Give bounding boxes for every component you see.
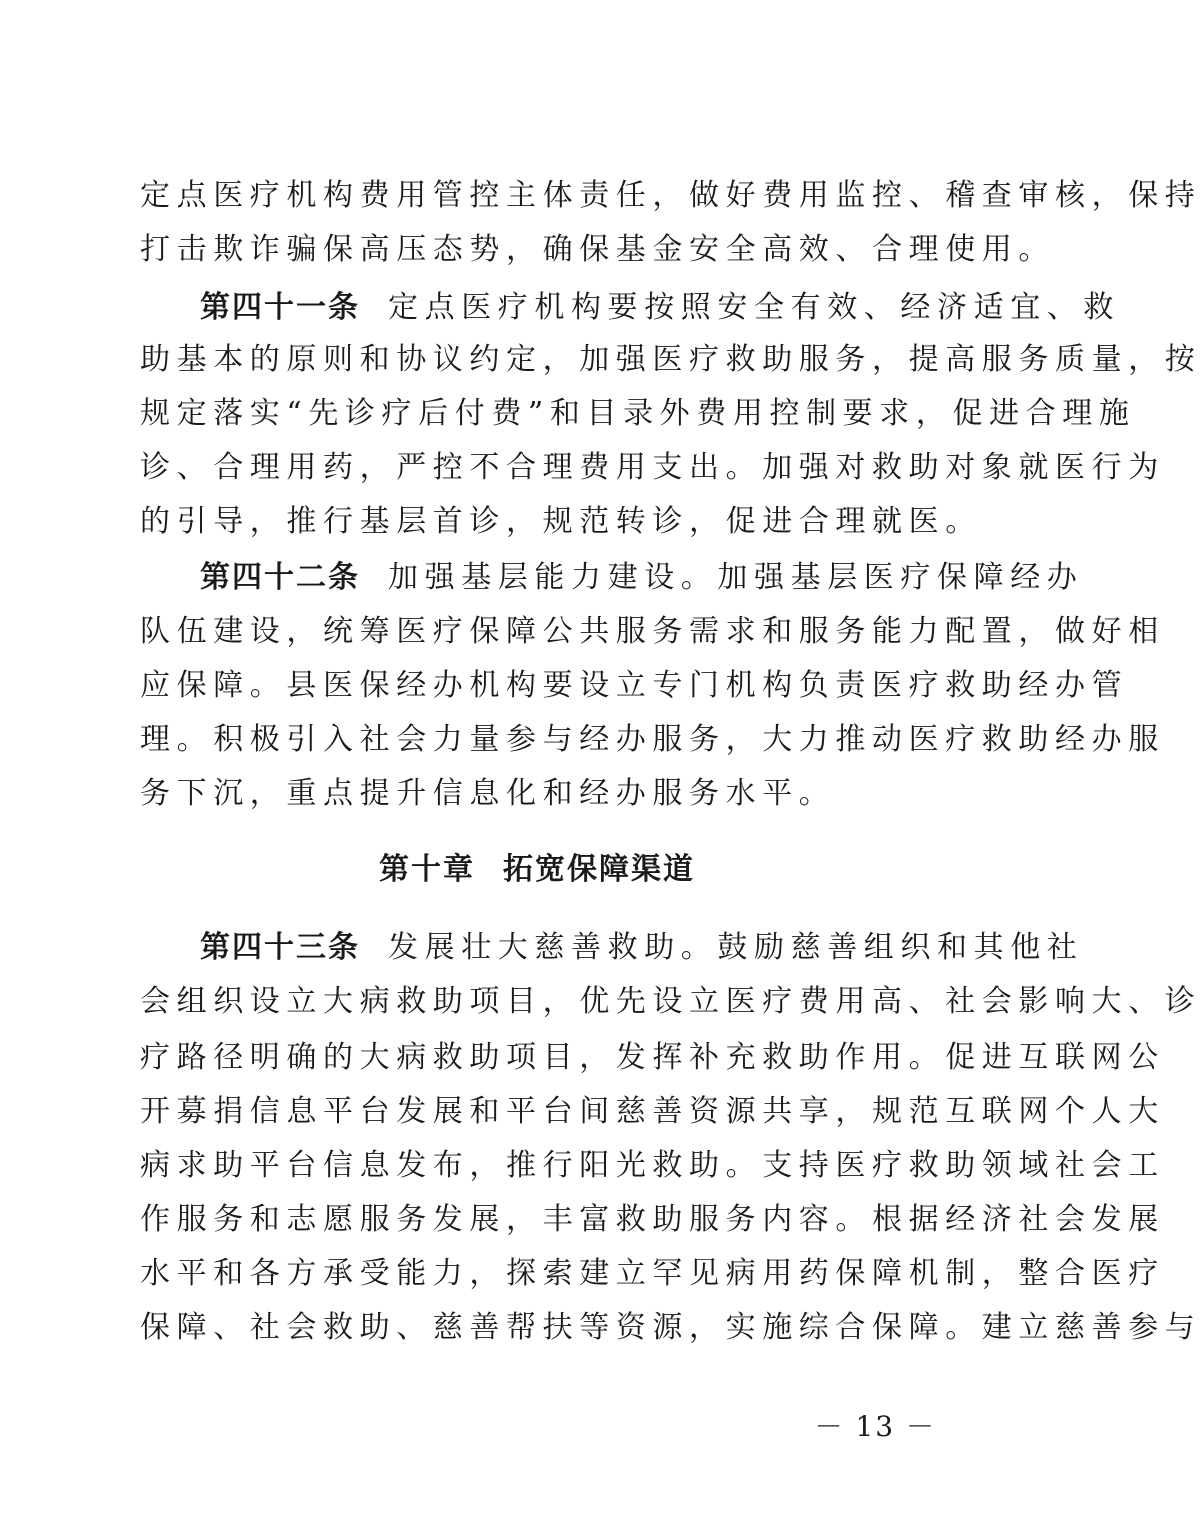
text-segment: 加强基层能力建设。加强基层医疗保障经办 — [388, 560, 1084, 595]
text-line: 疗路径明确的大病救助项目，发挥补充救助作用。促进互联网公 — [140, 1040, 1165, 1075]
text-line: 应保障。县医保经办机构要设立专门机构负责医疗救助经办管 — [140, 668, 1129, 703]
text-line: 打击欺诈骗保高压态势，确保基金安全高效、合理使用。 — [140, 232, 1055, 267]
text-line: 务下沉，重点提升信息化和经办服务水平。 — [140, 776, 836, 811]
text-line: 水平和各方承受能力，探索建立罕见病用药保障机制，整合医疗 — [140, 1256, 1165, 1291]
article-heading: 第四十三条 — [200, 930, 360, 965]
text-segment: 定点医疗机构要按照安全有效、经济适宜、救 — [388, 290, 1120, 325]
text-line: 定点医疗机构费用管控主体责任，做好费用监控、稽查审核，保持 — [140, 178, 1201, 213]
chapter-title: 拓宽保障渠道 — [503, 852, 695, 887]
text-line: 作服务和志愿服务发展，丰富救助服务内容。根据经济社会发展 — [140, 1202, 1165, 1237]
text-line: 队伍建设，统筹医疗保障公共服务需求和服务能力配置，做好相 — [140, 614, 1165, 649]
text-line: 病求助平台信息发布，推行阳光救助。支持医疗救助领域社会工 — [140, 1148, 1165, 1183]
article-heading: 第四十一条 — [200, 290, 360, 325]
chapter-heading — [0, 852, 1074, 888]
text-segment: 发展壮大慈善救助。鼓励慈善组织和其他社 — [388, 930, 1084, 965]
text-line: 开募捐信息平台发展和平台间慈善资源共享，规范互联网个人大 — [140, 1094, 1165, 1129]
text-line: 规定落实“先诊疗后付费”和目录外费用控制要求，促进合理施 — [140, 396, 1136, 431]
text-line: 助基本的原则和协议约定，加强医疗救助服务，提高服务质量，按 — [140, 342, 1201, 377]
chapter-number: 第十章 — [379, 852, 475, 887]
article-41-first-line — [200, 290, 1120, 326]
page-number: － 13 － — [814, 1410, 936, 1443]
text-line: 诊、合理用药，严控不合理费用支出。加强对救助对象就医行为 — [140, 450, 1165, 485]
text-line: 会组织设立大病救助项目，优先设立医疗费用高、社会影响大、诊 — [140, 984, 1201, 1019]
article-heading: 第四十二条 — [200, 560, 360, 595]
text-line: 的引导，推行基层首诊，规范转诊，促进合理就医。 — [140, 504, 982, 539]
article-43-first-line — [200, 930, 1084, 966]
text-line: 理。积极引入社会力量参与经办服务，大力推动医疗救助经办服 — [140, 722, 1165, 757]
text-line: 保障、社会救助、慈善帮扶等资源，实施综合保障。建立慈善参与 — [140, 1310, 1201, 1345]
article-42-first-line — [200, 560, 1084, 596]
